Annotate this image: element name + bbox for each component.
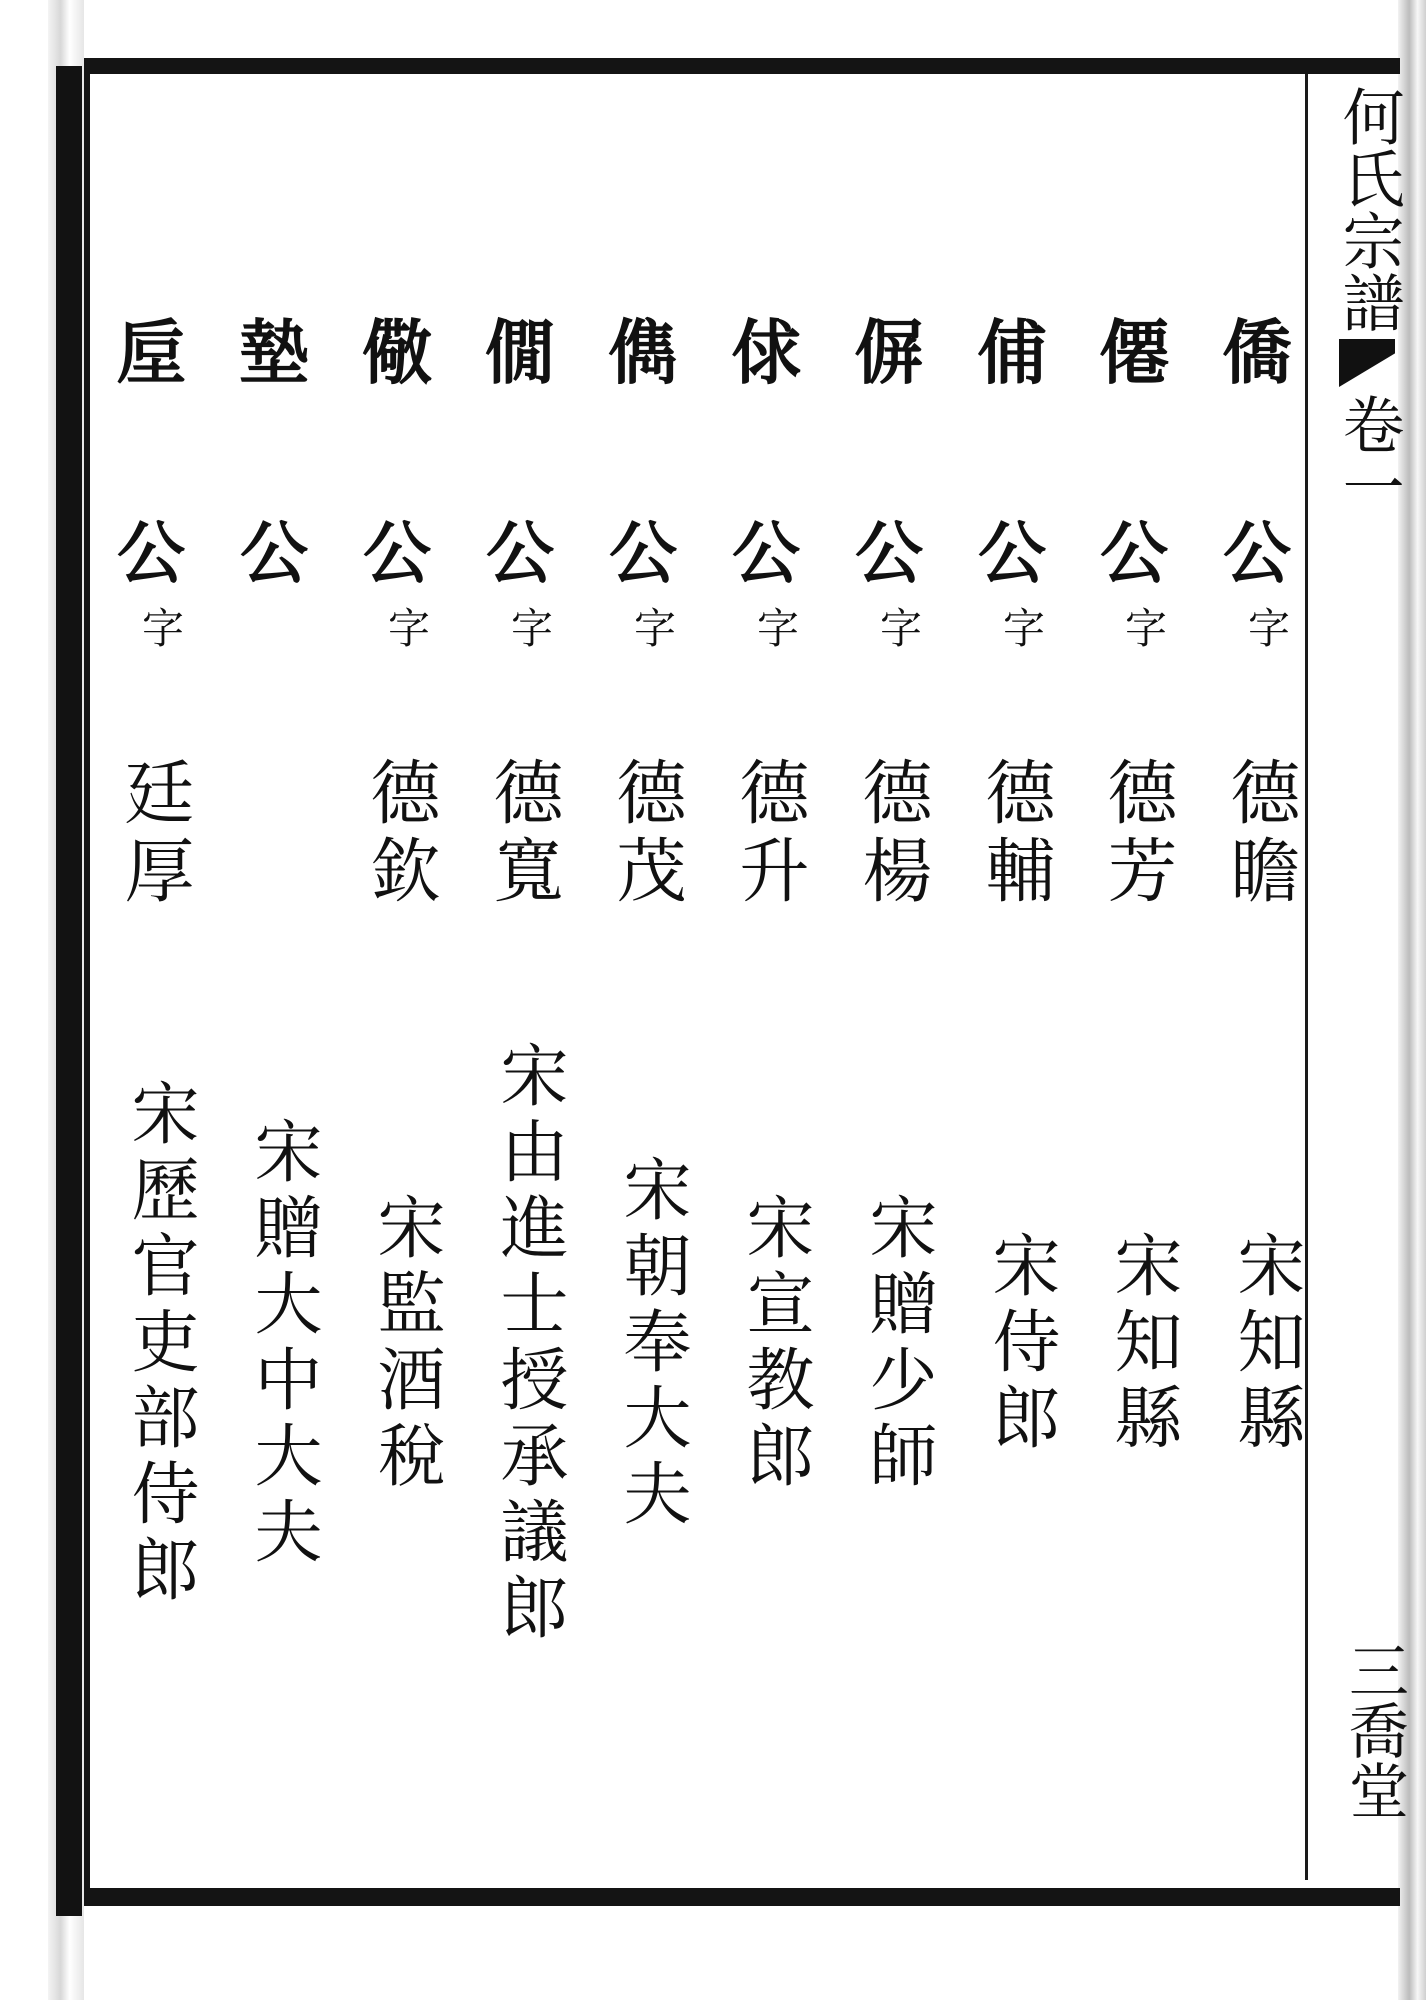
entry-gong: 公 — [116, 514, 185, 594]
entry-zi-label: 字 — [1124, 604, 1167, 653]
entry-name: 墊 — [239, 311, 309, 394]
entry-zi: 德楊 — [851, 756, 933, 912]
entry-zi: 德瞻 — [1219, 756, 1301, 912]
entry-zi — [232, 674, 316, 994]
entry-name: 俅 — [731, 311, 801, 394]
entry-column — [355, 311, 445, 1718]
entry-column — [847, 311, 937, 1718]
entry-gong: 公 — [854, 514, 923, 594]
book-spine-shadow — [56, 66, 82, 1916]
entry-office: 宋贈少師 — [858, 1192, 937, 1496]
entry-name: 僑 — [1222, 311, 1292, 394]
entry-gong: 公 — [362, 514, 431, 594]
entry-zi: 德寬 — [482, 756, 564, 912]
entry-column — [109, 311, 199, 1718]
entry-office: 宋宣教郎 — [735, 1192, 814, 1496]
entry-column — [970, 311, 1060, 1718]
entry-office: 宋知縣 — [1226, 1230, 1305, 1458]
entry-name: 垕 — [116, 311, 186, 394]
entry-zi: 德茂 — [605, 756, 687, 912]
margin-hall-name — [1338, 1640, 1409, 1820]
entry-office: 宋由進士授承議郎 — [489, 1040, 568, 1648]
entry-zi-label: 字 — [387, 604, 430, 653]
entry-name: 偋 — [854, 311, 924, 394]
entry-name: 俌 — [977, 311, 1047, 394]
margin-volume: 卷一 — [1332, 393, 1406, 517]
entry-column — [601, 311, 691, 1718]
entry-gong: 公 — [731, 514, 800, 594]
entry-name: 儆 — [362, 311, 432, 394]
margin-hall-text: 三喬堂 — [1339, 1640, 1409, 1820]
entry-office: 宋侍郎 — [981, 1230, 1060, 1458]
entry-zi-label: 字 — [1247, 604, 1290, 653]
entry-gong: 公 — [1099, 514, 1168, 594]
entry-gong: 公 — [608, 514, 677, 594]
entry-zi-label: 字 — [879, 604, 922, 653]
entry-column — [1215, 311, 1305, 1718]
entry-column — [478, 311, 568, 1718]
entry-column — [1092, 311, 1182, 1718]
entry-office: 宋歷官吏部侍郎 — [120, 1078, 199, 1610]
margin-book-title: 何氏宗譜 — [1332, 85, 1406, 333]
entry-zi: 德芳 — [1096, 756, 1178, 912]
entry-zi-label: 字 — [756, 604, 799, 653]
entry-zi: 德輔 — [974, 756, 1056, 912]
entry-office: 宋知縣 — [1103, 1230, 1182, 1458]
entry-name: 僊 — [1099, 311, 1169, 394]
entry-office: 宋贈大中大夫 — [243, 1116, 322, 1572]
entry-zi-label: 字 — [633, 604, 676, 653]
entry-zi: 德升 — [728, 756, 810, 912]
entry-zi: 廷厚 — [113, 756, 195, 912]
entry-name: 儁 — [608, 311, 678, 394]
fish-tail-mark — [1339, 339, 1395, 387]
margin-rule — [1305, 74, 1308, 1880]
entry-office: 宋朝奉大夫 — [612, 1154, 691, 1534]
left-border — [84, 58, 90, 1906]
entry-column — [232, 311, 322, 1718]
margin-title — [1332, 85, 1406, 517]
entry-name: 僩 — [485, 311, 555, 394]
top-border — [84, 58, 1400, 74]
entry-gong: 公 — [239, 514, 308, 594]
bottom-border — [84, 1888, 1400, 1906]
entry-office: 宋監酒稅 — [366, 1192, 445, 1496]
entry-zi: 德欽 — [359, 756, 441, 912]
entry-gong: 公 — [485, 514, 554, 594]
entry-gong: 公 — [977, 514, 1046, 594]
entry-zi-label: 字 — [1002, 604, 1045, 653]
entry-zi-label: 字 — [141, 604, 184, 653]
entry-gong: 公 — [1222, 514, 1291, 594]
entry-column — [724, 311, 814, 1718]
entry-zi-label: 字 — [510, 604, 553, 653]
